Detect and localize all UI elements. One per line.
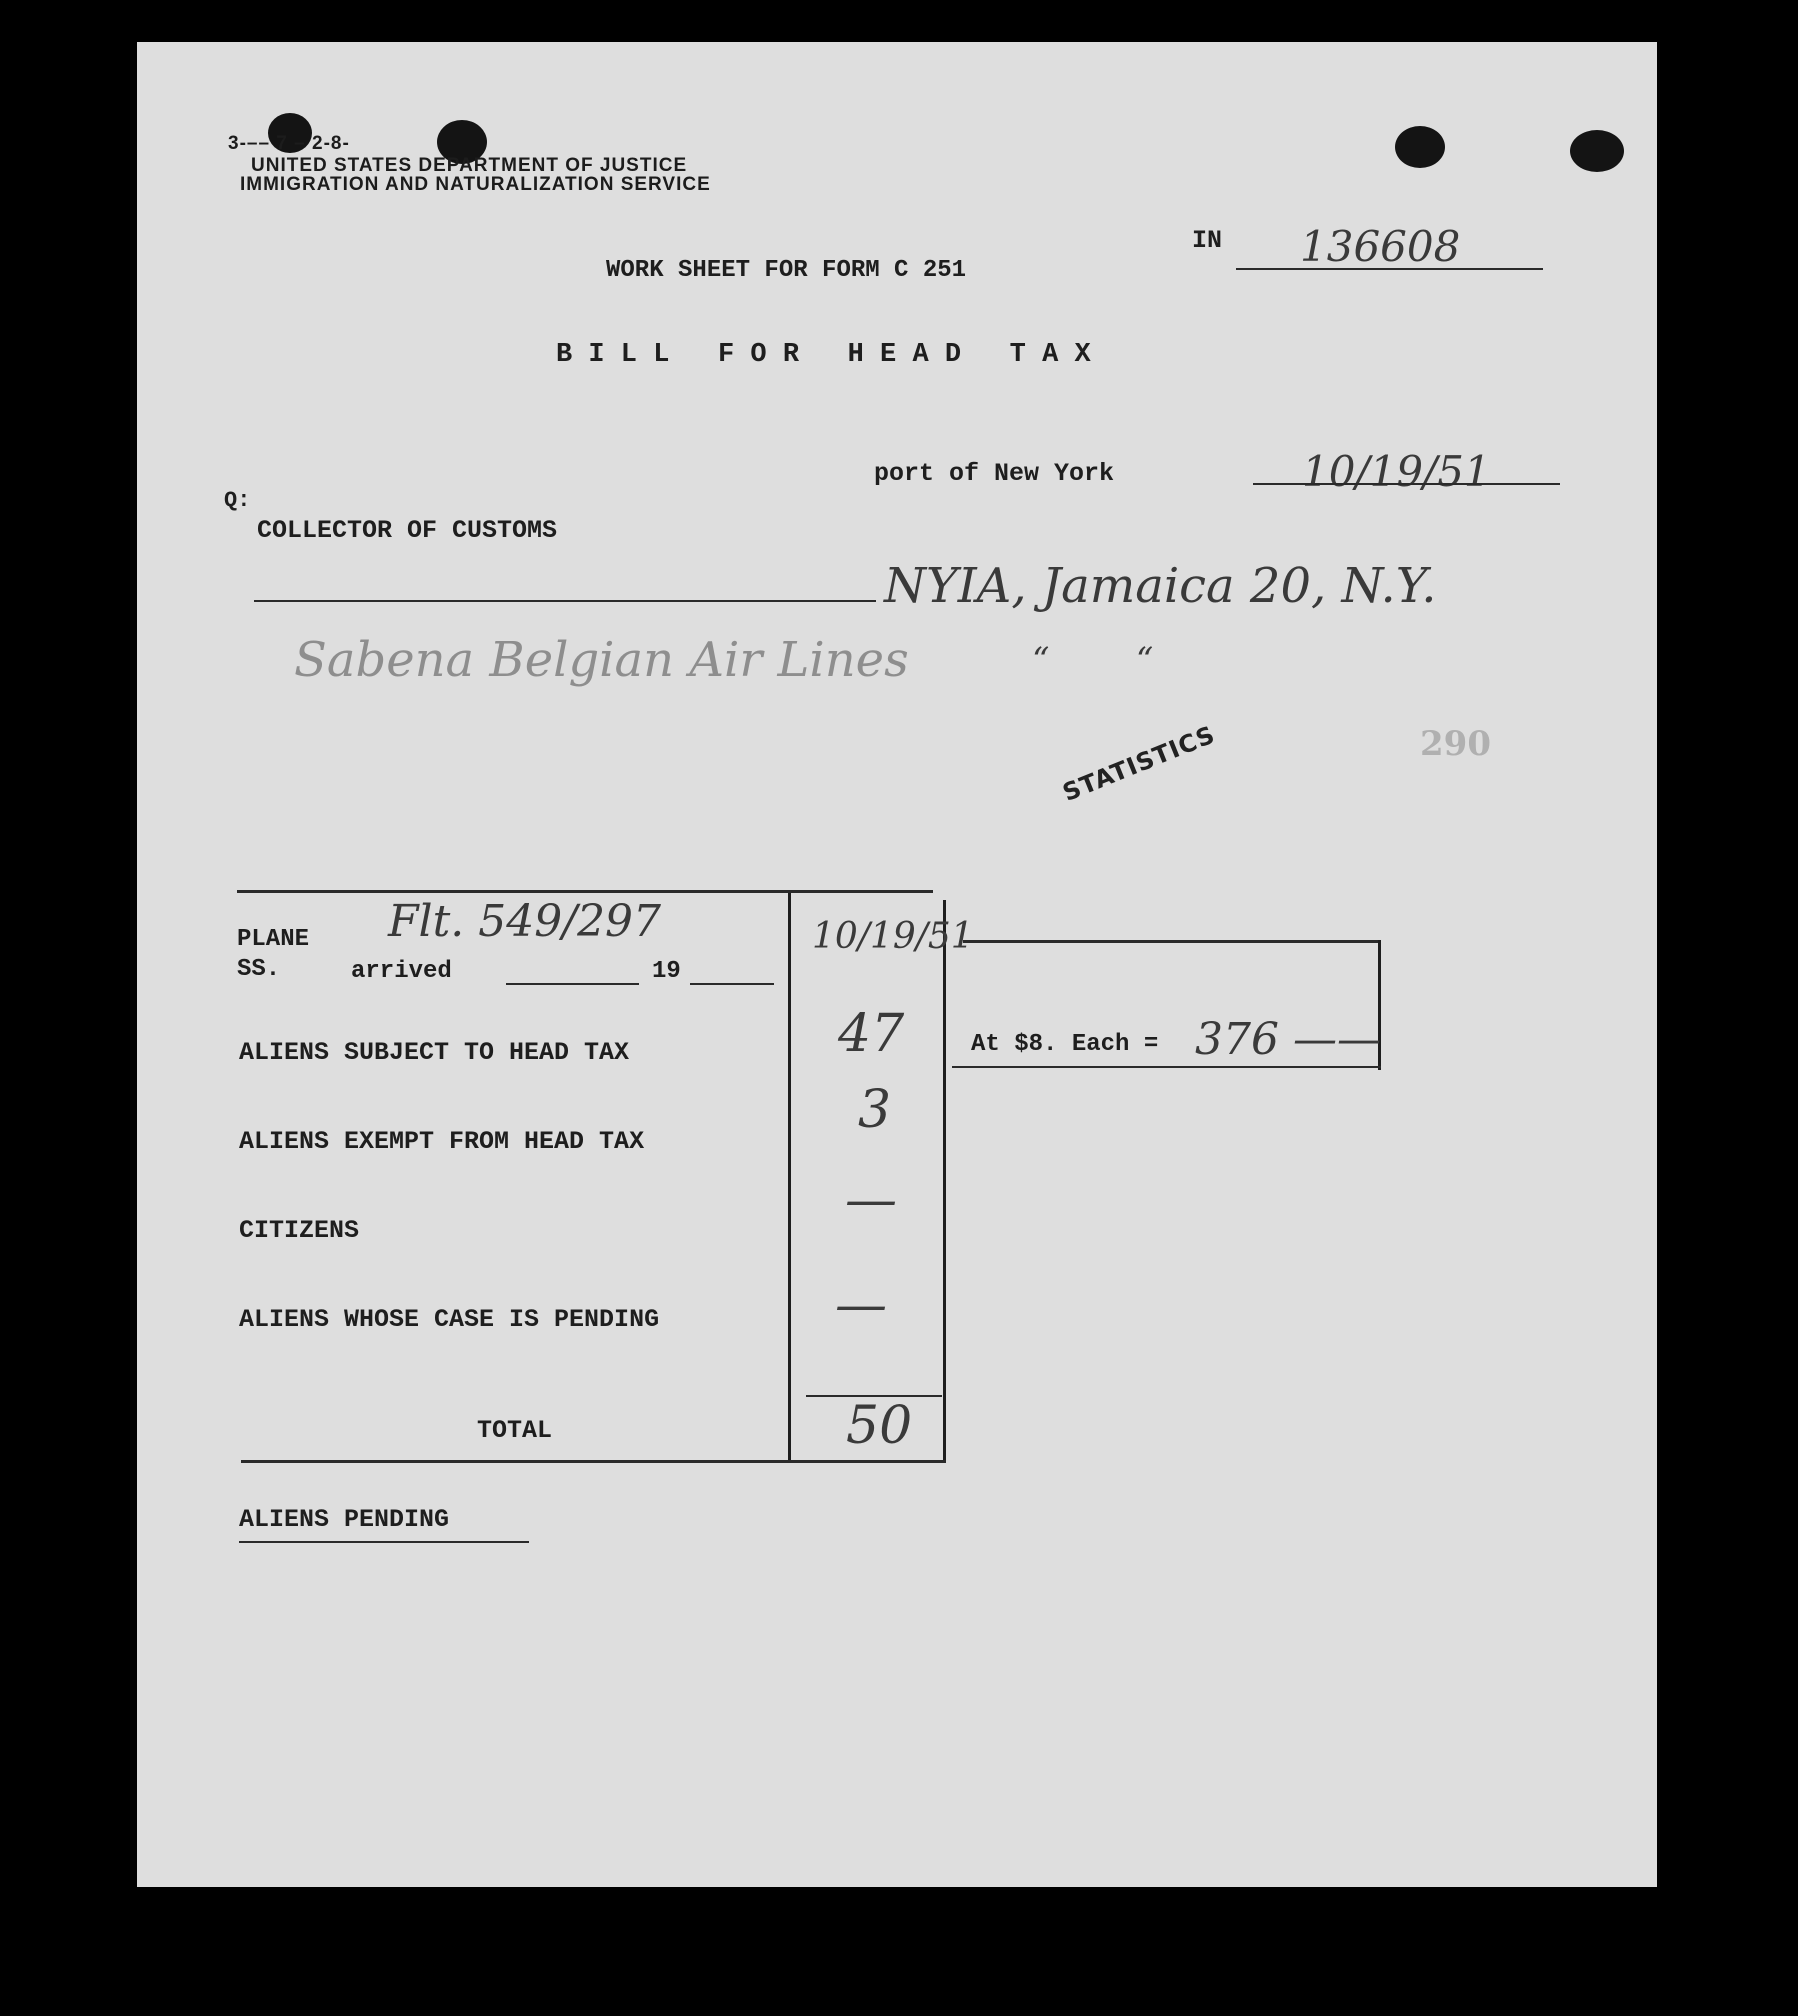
arrived-label: arrived [351,958,452,985]
row-value-subject: 47 [838,1004,905,1064]
ss-label: SS. [237,956,281,983]
table-bottom-line [241,1460,946,1463]
in-number-line [1236,268,1543,270]
total-value: 50 [846,1396,913,1456]
collector-label: COLLECTOR OF CUSTOMS [257,516,558,545]
punch-hole [1395,126,1445,168]
stamp-number: 290 [1420,724,1491,764]
ditto-marks: “ “ [1032,640,1154,680]
in-label: IN [1192,226,1223,255]
total-label: TOTAL [477,1416,553,1445]
row-value-citizens: — [845,1170,897,1230]
row-label-citizens: CITIZENS [239,1216,360,1245]
row-label-pending: ALIENS WHOSE CASE IS PENDING [239,1305,660,1334]
year-line [690,983,774,985]
port-date-line [1253,483,1560,485]
rate-label: At $8. Each = [971,1031,1159,1058]
arrived-line [506,983,639,985]
rate-box-top [963,940,1381,943]
port-label: port of New York [874,459,1115,488]
table-divider [788,893,791,1463]
address-line [254,600,876,602]
airline-handwritten: Sabena Belgian Air Lines [294,632,909,688]
port-date: 10/19/51 [1302,447,1491,496]
table-right-edge [943,900,946,1463]
flight-handwritten: Flt. 549/297 [388,896,662,947]
form-code: 3-–– 7 – 2-8- [228,133,350,154]
punch-hole [1570,130,1624,172]
agency-line-1: UNITED STATES DEPARTMENT OF JUSTICE [251,155,688,176]
worksheet-title: WORK SHEET FOR FORM C 251 [606,257,967,284]
aliens-pending-line [239,1541,529,1543]
to-label: Q: [224,488,251,513]
rate-box-bottom [952,1066,1381,1068]
aliens-pending-label: ALIENS PENDING [239,1505,450,1534]
row-label-subject: ALIENS SUBJECT TO HEAD TAX [239,1038,630,1067]
year-prefix: 19 [652,958,681,985]
in-number: 136608 [1300,222,1461,271]
address-handwritten: NYIA, Jamaica 20, N.Y. [884,558,1437,614]
bill-title: B I L L F O R H E A D T A X [556,340,1091,370]
agency-line-2: IMMIGRATION AND NATURALIZATION SERVICE [240,174,711,195]
row-label-exempt: ALIENS EXEMPT FROM HEAD TAX [239,1127,645,1156]
statistics-stamp: STATISTICS [1058,720,1220,807]
table-top-line [237,890,933,893]
row-value-pending: — [835,1275,887,1335]
row-value-exempt: 3 [858,1080,892,1140]
rate-amount-handwritten: 376 —— [1195,1014,1381,1065]
plane-label: PLANE [237,926,310,953]
arrival-date-handwritten: 10/19/51 [812,916,974,957]
